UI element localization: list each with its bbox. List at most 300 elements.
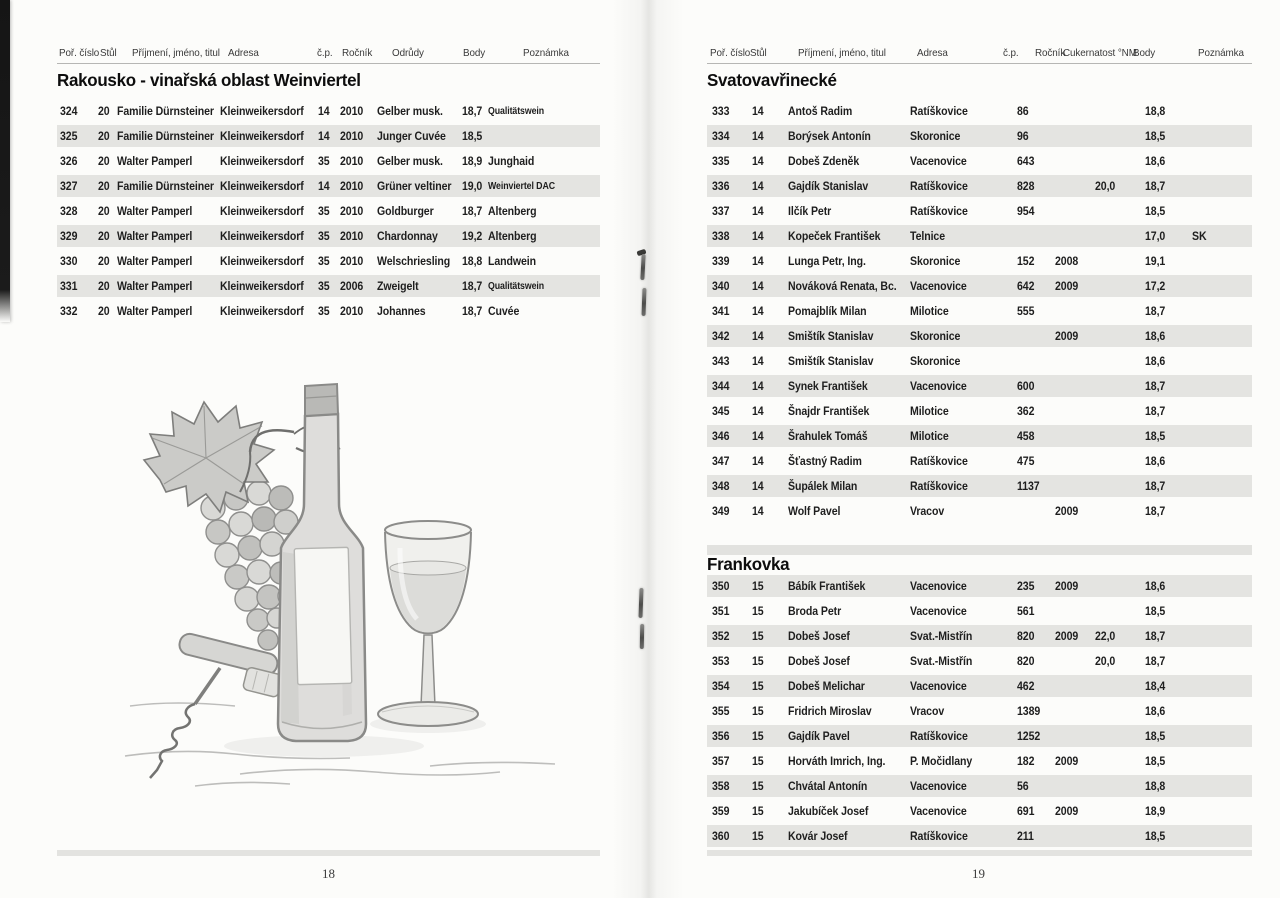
cell-exhibitor-name: Smištík Stanislav — [788, 329, 874, 343]
cell-points: 18,6 — [1145, 704, 1166, 718]
cell-table-number: 15 — [752, 729, 764, 743]
cell-points: 18,7 — [1145, 304, 1166, 318]
cell-entry-number: 351 — [712, 604, 730, 618]
cell-address: Kleinweikersdorf — [220, 154, 304, 168]
cell-house-number: 35 — [318, 254, 330, 268]
cell-entry-number: 328 — [60, 204, 78, 218]
cell-address: Kleinweikersdorf — [220, 104, 304, 118]
cell-address: Milotice — [910, 304, 949, 318]
cell-exhibitor-name: Gajdík Stanislav — [788, 179, 869, 193]
cell-entry-number: 359 — [712, 804, 730, 818]
cell-sugar-content: 20,0 — [1095, 654, 1116, 668]
cell-entry-number: 344 — [712, 379, 730, 393]
table-row — [57, 150, 600, 172]
cell-address: Kleinweikersdorf — [220, 254, 304, 268]
cell-table-number: 15 — [752, 829, 764, 843]
cell-variety: Junger Cuvée — [377, 129, 446, 143]
cell-entry-number: 332 — [60, 304, 78, 318]
cell-table-number: 15 — [752, 579, 764, 593]
cell-table-number: 14 — [752, 154, 764, 168]
cell-points: 18,5 — [1145, 429, 1166, 443]
table-row — [707, 750, 1252, 772]
cell-address: Milotice — [910, 404, 949, 418]
cell-house-number: 35 — [318, 229, 330, 243]
cell-address: Svat.-Mistřín — [910, 629, 973, 643]
cell-points: 18,5 — [462, 129, 483, 143]
col-header-por-cislo: Poř. číslo — [710, 47, 751, 59]
wine-table-frankovka — [707, 575, 1252, 850]
cell-address: Skoronice — [910, 254, 961, 268]
cell-table-number: 20 — [98, 179, 110, 193]
cell-table-number: 15 — [752, 654, 764, 668]
cell-table-number: 15 — [752, 679, 764, 693]
col-header-rocnik: Ročník — [1035, 47, 1066, 59]
cell-address: Kleinweikersdorf — [220, 279, 304, 293]
cell-vintage: 2010 — [340, 254, 364, 268]
table-row — [57, 175, 600, 197]
wine-bottle — [278, 384, 366, 741]
cell-entry-number: 330 — [60, 254, 78, 268]
cell-exhibitor-name: Šupálek Milan — [788, 479, 858, 493]
cell-exhibitor-name: Pomajblík Milan — [788, 304, 867, 318]
cell-house-number: 600 — [1017, 379, 1035, 393]
col-header-adresa: Adresa — [917, 47, 948, 59]
cell-address: Skoronice — [910, 329, 961, 343]
cell-entry-number: 345 — [712, 404, 730, 418]
cell-exhibitor-name: Familie Dürnsteiner — [117, 179, 214, 193]
cell-points: 19,2 — [462, 229, 483, 243]
cell-points: 18,4 — [1145, 679, 1166, 693]
cell-table-number: 14 — [752, 504, 764, 518]
cell-note: Junghaid — [488, 154, 535, 168]
table-row — [707, 200, 1252, 222]
cell-exhibitor-name: Kopeček František — [788, 229, 881, 243]
cell-house-number: 362 — [1017, 404, 1035, 418]
wine-table-svatovavrinecke — [707, 100, 1252, 525]
cell-vintage: 2008 — [1055, 254, 1079, 268]
cell-variety: Zweigelt — [377, 279, 419, 293]
cell-variety: Grüner veltiner — [377, 179, 452, 193]
table-row — [707, 375, 1252, 397]
cell-address: Ratíškovice — [910, 729, 968, 743]
table-row — [57, 300, 600, 322]
cell-vintage: 2009 — [1055, 629, 1079, 643]
cell-address: P. Močidlany — [910, 754, 973, 768]
cell-table-number: 20 — [98, 304, 110, 318]
cell-entry-number: 353 — [712, 654, 730, 668]
page-number: 19 — [972, 866, 985, 881]
cell-exhibitor-name: Šnajdr František — [788, 404, 870, 418]
col-header-cp: č.p. — [1003, 47, 1019, 59]
cell-entry-number: 349 — [712, 504, 730, 518]
cell-exhibitor-name: Dobeš Josef — [788, 654, 850, 668]
cell-exhibitor-name: Jakubíček Josef — [788, 804, 869, 818]
cell-address: Milotice — [910, 429, 949, 443]
cell-address: Ratíškovice — [910, 179, 968, 193]
cell-points: 17,0 — [1145, 229, 1166, 243]
col-header-prijmeni: Příjmení, jméno, titul — [798, 47, 886, 59]
cell-address: Ratíškovice — [910, 204, 968, 218]
table-row — [57, 125, 600, 147]
table-row — [707, 600, 1252, 622]
cell-address: Kleinweikersdorf — [220, 229, 304, 243]
cell-note: Qualitätswein — [488, 281, 545, 292]
cell-house-number: 56 — [1017, 779, 1029, 793]
cell-points: 18,7 — [462, 104, 483, 118]
page-number: 18 — [322, 866, 335, 881]
cell-exhibitor-name: Walter Pamperl — [117, 304, 193, 318]
table-row — [707, 400, 1252, 422]
cell-points: 18,7 — [1145, 479, 1166, 493]
cell-exhibitor-name: Dobeš Melichar — [788, 679, 865, 693]
cell-entry-number: 352 — [712, 629, 730, 643]
cell-entry-number: 360 — [712, 829, 730, 843]
cell-exhibitor-name: Borýsek Antonín — [788, 129, 871, 143]
cell-entry-number: 346 — [712, 429, 730, 443]
cell-vintage: 2010 — [340, 229, 364, 243]
cell-points: 18,7 — [1145, 379, 1166, 393]
cell-entry-number: 327 — [60, 179, 78, 193]
header-rule — [707, 63, 1252, 64]
cell-points: 18,6 — [1145, 154, 1166, 168]
cell-entry-number: 340 — [712, 279, 730, 293]
cell-vintage: 2009 — [1055, 329, 1079, 343]
col-header-body: Body — [1133, 47, 1156, 59]
cell-address: Ratíškovice — [910, 829, 968, 843]
cell-house-number: 1137 — [1017, 479, 1040, 493]
cell-table-number: 15 — [752, 804, 764, 818]
cell-points: 18,6 — [1145, 354, 1166, 368]
cell-note: Landwein — [488, 254, 537, 268]
cell-vintage: 2009 — [1055, 579, 1079, 593]
cell-house-number: 820 — [1017, 629, 1035, 643]
cell-points: 18,5 — [1145, 729, 1166, 743]
cell-address: Kleinweikersdorf — [220, 129, 304, 143]
cell-entry-number: 334 — [712, 129, 730, 143]
cell-exhibitor-name: Nováková Renata, Bc. — [788, 279, 897, 293]
cell-house-number: 35 — [318, 304, 330, 318]
table-row — [707, 275, 1252, 297]
cell-table-number: 15 — [752, 629, 764, 643]
cell-note: Qualitätswein — [488, 106, 545, 117]
cell-points: 18,7 — [1145, 504, 1166, 518]
col-header-poznamka: Poznámka — [523, 47, 569, 59]
cell-entry-number: 350 — [712, 579, 730, 593]
cell-points: 18,5 — [1145, 754, 1166, 768]
cell-exhibitor-name: Šrahulek Tomáš — [788, 429, 868, 443]
cell-house-number: 1389 — [1017, 704, 1041, 718]
table-row — [707, 575, 1252, 597]
cell-table-number: 14 — [752, 204, 764, 218]
cell-points: 18,9 — [1145, 804, 1166, 818]
page-right — [640, 0, 1280, 898]
cell-house-number: 211 — [1017, 829, 1034, 843]
cell-entry-number: 338 — [712, 229, 730, 243]
table-row — [707, 175, 1252, 197]
cell-entry-number: 331 — [60, 279, 78, 293]
cell-entry-number: 342 — [712, 329, 730, 343]
cell-house-number: 828 — [1017, 179, 1035, 193]
cell-exhibitor-name: Walter Pamperl — [117, 254, 193, 268]
cell-address: Kleinweikersdorf — [220, 204, 304, 218]
cell-house-number: 954 — [1017, 204, 1035, 218]
cell-points: 18,7 — [462, 304, 483, 318]
col-header-adresa: Adresa — [228, 47, 259, 59]
cell-table-number: 20 — [98, 129, 110, 143]
cell-entry-number: 329 — [60, 229, 78, 243]
cell-note: Altenberg — [488, 229, 537, 243]
cell-points: 18,6 — [1145, 579, 1166, 593]
col-header-stul: Stůl — [750, 47, 767, 59]
cell-address: Vacenovice — [910, 604, 967, 618]
cell-vintage: 2006 — [340, 279, 364, 293]
cell-points: 18,5 — [1145, 204, 1166, 218]
cell-exhibitor-name: Šťastný Radim — [788, 454, 862, 468]
cell-entry-number: 333 — [712, 104, 730, 118]
cell-address: Skoronice — [910, 354, 961, 368]
cell-vintage: 2010 — [340, 179, 364, 193]
cell-note: Cuvée — [488, 304, 520, 318]
cell-table-number: 14 — [752, 104, 764, 118]
cell-points: 18,6 — [1145, 454, 1166, 468]
cell-table-number: 14 — [752, 379, 764, 393]
cell-house-number: 462 — [1017, 679, 1035, 693]
cell-house-number: 14 — [318, 129, 330, 143]
wine-table-rakousko — [57, 100, 600, 325]
wine-glass — [378, 521, 478, 726]
cell-note: Weinviertel DAC — [488, 181, 555, 192]
cell-points: 18,8 — [462, 254, 483, 268]
cell-entry-number: 335 — [712, 154, 730, 168]
cell-note: Altenberg — [488, 204, 537, 218]
cell-points: 19,0 — [462, 179, 483, 193]
cell-table-number: 14 — [752, 179, 764, 193]
cell-house-number: 86 — [1017, 104, 1029, 118]
cell-vintage: 2010 — [340, 154, 364, 168]
table-row — [707, 325, 1252, 347]
cell-house-number: 458 — [1017, 429, 1035, 443]
cell-exhibitor-name: Walter Pamperl — [117, 204, 193, 218]
col-header-por-cislo: Poř. číslo — [59, 47, 100, 59]
table-row — [707, 500, 1252, 522]
cell-table-number: 20 — [98, 154, 110, 168]
col-header-cukernatost: Cukernatost °NM — [1063, 47, 1137, 59]
cell-address: Vacenovice — [910, 679, 967, 693]
cell-variety: Goldburger — [377, 204, 434, 218]
cell-house-number: 643 — [1017, 154, 1035, 168]
cell-exhibitor-name: Ilčík Petr — [788, 204, 832, 218]
cell-table-number: 14 — [752, 354, 764, 368]
table-row — [707, 350, 1252, 372]
cell-exhibitor-name: Wolf Pavel — [788, 504, 841, 518]
cell-exhibitor-name: Smištík Stanislav — [788, 354, 874, 368]
page-footer-rule — [707, 850, 1252, 856]
cell-exhibitor-name: Fridrich Miroslav — [788, 704, 872, 718]
cell-exhibitor-name: Bábík František — [788, 579, 866, 593]
cell-vintage: 2010 — [340, 204, 364, 218]
table-row — [707, 625, 1252, 647]
section-title-svatovavrinecke: Svatovavřinecké — [707, 70, 837, 90]
cell-entry-number: 358 — [712, 779, 730, 793]
cell-table-number: 14 — [752, 254, 764, 268]
cell-points: 18,6 — [1145, 329, 1166, 343]
cell-address: Vacenovice — [910, 379, 967, 393]
col-header-odrudy: Odrůdy — [392, 47, 424, 59]
cell-address: Kleinweikersdorf — [220, 179, 304, 193]
col-header-prijmeni: Příjmení, jméno, titul — [132, 47, 220, 59]
table-row — [707, 775, 1252, 797]
table-row — [707, 675, 1252, 697]
cell-entry-number: 357 — [712, 754, 730, 768]
cell-table-number: 20 — [98, 279, 110, 293]
cell-exhibitor-name: Dobeš Josef — [788, 629, 850, 643]
cell-points: 18,7 — [1145, 654, 1166, 668]
cell-house-number: 820 — [1017, 654, 1035, 668]
cell-table-number: 20 — [98, 254, 110, 268]
cell-exhibitor-name: Familie Dürnsteiner — [117, 104, 214, 118]
cell-house-number: 35 — [318, 279, 330, 293]
table-row — [57, 275, 600, 297]
cell-table-number: 14 — [752, 304, 764, 318]
cell-points: 18,7 — [1145, 404, 1166, 418]
table-row — [707, 825, 1252, 847]
cell-table-number: 15 — [752, 604, 764, 618]
table-row — [707, 250, 1252, 272]
cell-points: 18,7 — [462, 204, 483, 218]
table-row — [707, 475, 1252, 497]
table-row — [707, 425, 1252, 447]
cell-points: 18,7 — [462, 279, 483, 293]
cell-points: 18,7 — [1145, 629, 1166, 643]
cell-sugar-content: 20,0 — [1095, 179, 1116, 193]
cell-entry-number: 339 — [712, 254, 730, 268]
cell-variety: Gelber musk. — [377, 154, 443, 168]
cell-address: Vacenovice — [910, 779, 967, 793]
cell-house-number: 35 — [318, 154, 330, 168]
table-row — [707, 300, 1252, 322]
cell-points: 18,8 — [1145, 104, 1166, 118]
cell-entry-number: 348 — [712, 479, 730, 493]
wine-still-life-illustration — [100, 356, 600, 801]
table-row — [57, 250, 600, 272]
cell-address: Telnice — [910, 229, 945, 243]
cell-entry-number: 325 — [60, 129, 78, 143]
cell-house-number: 691 — [1017, 804, 1035, 818]
cell-vintage: 2010 — [340, 129, 364, 143]
cell-address: Vracov — [910, 704, 945, 718]
cell-variety: Gelber musk. — [377, 104, 443, 118]
col-header-body: Body — [463, 47, 486, 59]
cell-variety: Johannes — [377, 304, 426, 318]
cell-table-number: 20 — [98, 204, 110, 218]
cell-vintage: 2009 — [1055, 279, 1079, 293]
cell-house-number: 14 — [318, 104, 330, 118]
cell-entry-number: 347 — [712, 454, 730, 468]
cell-entry-number: 343 — [712, 354, 730, 368]
cell-address: Ratíškovice — [910, 104, 968, 118]
col-header-poznamka: Poznámka — [1198, 47, 1244, 59]
cell-house-number: 182 — [1017, 754, 1035, 768]
table-row — [57, 200, 600, 222]
cell-table-number: 14 — [752, 129, 764, 143]
cell-house-number: 96 — [1017, 129, 1029, 143]
cell-exhibitor-name: Gajdík Pavel — [788, 729, 850, 743]
cell-entry-number: 341 — [712, 304, 730, 318]
cell-house-number: 561 — [1017, 604, 1035, 618]
cell-house-number: 35 — [318, 204, 330, 218]
cell-points: 18,5 — [1145, 829, 1166, 843]
cell-exhibitor-name: Broda Petr — [788, 604, 842, 618]
cell-table-number: 14 — [752, 429, 764, 443]
cell-entry-number: 336 — [712, 179, 730, 193]
table-row — [707, 125, 1252, 147]
section-title-rakousko: Rakousko - vinařská oblast Weinviertel — [57, 70, 361, 90]
cell-house-number: 555 — [1017, 304, 1035, 318]
cell-note: SK — [1192, 229, 1207, 243]
cell-address: Svat.-Mistřín — [910, 654, 973, 668]
cell-house-number: 642 — [1017, 279, 1035, 293]
cell-points: 17,2 — [1145, 279, 1166, 293]
table-row — [707, 800, 1252, 822]
cell-table-number: 14 — [752, 404, 764, 418]
cell-vintage: 2010 — [340, 104, 364, 118]
cell-house-number: 14 — [318, 179, 330, 193]
cell-vintage: 2009 — [1055, 504, 1079, 518]
cell-entry-number: 324 — [60, 104, 78, 118]
cell-table-number: 14 — [752, 279, 764, 293]
cell-points: 18,5 — [1145, 129, 1166, 143]
cell-vintage: 2009 — [1055, 804, 1079, 818]
cell-exhibitor-name: Walter Pamperl — [117, 279, 193, 293]
cell-house-number: 152 — [1017, 254, 1035, 268]
cell-address: Ratíškovice — [910, 479, 968, 493]
cell-exhibitor-name: Familie Dürnsteiner — [117, 129, 214, 143]
table-row — [707, 650, 1252, 672]
cell-address: Vacenovice — [910, 804, 967, 818]
cell-points: 18,7 — [1145, 179, 1166, 193]
page-footer-rule — [57, 850, 600, 856]
cell-entry-number: 356 — [712, 729, 730, 743]
cell-entry-number: 354 — [712, 679, 730, 693]
cell-points: 18,9 — [462, 154, 483, 168]
cell-exhibitor-name: Kovár Josef — [788, 829, 848, 843]
cell-table-number: 20 — [98, 229, 110, 243]
cell-address: Vracov — [910, 504, 945, 518]
cell-table-number: 15 — [752, 704, 764, 718]
cell-table-number: 15 — [752, 779, 764, 793]
cell-address: Kleinweikersdorf — [220, 304, 304, 318]
cell-address: Vacenovice — [910, 154, 967, 168]
cell-exhibitor-name: Lunga Petr, Ing. — [788, 254, 866, 268]
col-header-rocnik: Ročník — [342, 47, 373, 59]
cell-vintage: 2009 — [1055, 754, 1079, 768]
table-row — [57, 225, 600, 247]
cell-house-number: 475 — [1017, 454, 1035, 468]
cell-vintage: 2010 — [340, 304, 364, 318]
cell-exhibitor-name: Chvátal Antonín — [788, 779, 868, 793]
cell-points: 19,1 — [1145, 254, 1166, 268]
table-row — [707, 225, 1252, 247]
cell-entry-number: 326 — [60, 154, 78, 168]
table-row — [707, 100, 1252, 122]
table-row — [707, 725, 1252, 747]
cell-exhibitor-name: Synek František — [788, 379, 868, 393]
cell-points: 18,8 — [1145, 779, 1166, 793]
cell-exhibitor-name: Walter Pamperl — [117, 154, 193, 168]
col-header-stul: Stůl — [100, 47, 117, 59]
cell-table-number: 15 — [752, 754, 764, 768]
cell-table-number: 14 — [752, 479, 764, 493]
